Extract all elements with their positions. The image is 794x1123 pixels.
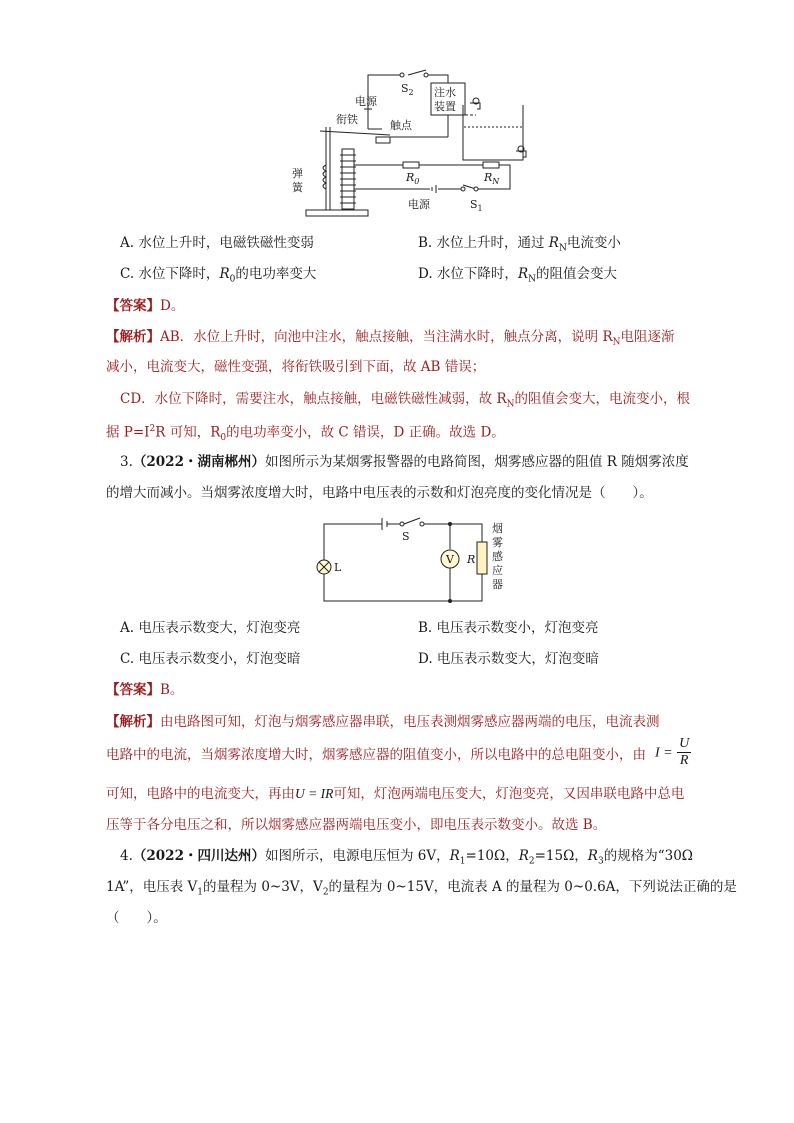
label-s1: $S_1$ (470, 198, 483, 213)
label-power-bottom: 电源 (408, 198, 430, 211)
q3-option-d: D. 电压表示数变大，灯泡变暗 (418, 651, 599, 667)
label-water-device-2: 装置 (434, 100, 456, 113)
label-sensor-1: 烟 (492, 522, 503, 535)
q3-analysis-line-4: 压等于各分电压之和，所以烟雾感应器两端电压变小，即电压表示数变小。故选 B。 (106, 817, 607, 833)
label-sensor-5: 器 (492, 578, 503, 591)
label-voltmeter-v: V (446, 553, 454, 566)
q3-option-a: A. 电压表示数变大，灯泡变亮 (120, 620, 301, 636)
smoke-alarm-circuit-diagram (310, 512, 510, 607)
label-sensor-2: 雾 (492, 536, 503, 549)
label-r0: $R_0$ (406, 171, 420, 186)
label-spring-2: 簧 (292, 181, 303, 194)
q2-analysis-line-4: 据 $P=I^2R$ 可知，$R_0$的电功率变小，故 C 错误，D 正确。故选 D。 (106, 424, 505, 444)
water-level-circuit-diagram (292, 65, 538, 225)
q2-option-b: B. 水位上升时，通过 $R_N$电流变小 (418, 235, 621, 254)
q4-stem-line-1: 4.（2022・四川达州）如图所示，电源电压恒为 6V，$R_1=10\Omega$，$R_2=15\Omega$，$R_3$的规格为“30Ω (120, 848, 693, 867)
q3-stem-line-1: 3.（2022・湖南郴州）如图所示为某烟雾报警器的电路简图，烟雾感应器的阻值 R 随烟雾浓度 (120, 454, 689, 470)
label-rn: $R_N$ (484, 171, 500, 186)
q3-stem-line-2: 的增大而减小。当烟雾浓度增大时，电路中电压表的示数和灯泡亮度的变化情况是（ ）。 (106, 485, 653, 501)
q2-option-d: D. 水位下降时，$R_N$的阻值会变大 (418, 266, 617, 285)
q3-formula-ohms-law: I = $\frac{U}{R}$ (655, 736, 690, 768)
q2-option-c: C. 水位下降时，$R_0$的电功率变大 (120, 266, 317, 285)
label-lamp-l: L (334, 561, 342, 574)
label-water-device-1: 注水 (434, 86, 456, 99)
q3-answer: 【答案】B。 (106, 682, 184, 698)
q2-option-a: A. 水位上升时，电磁铁磁性变弱 (120, 235, 314, 251)
q4-stem-line-2: 1A”，电压表 $V_1$的量程为 0~3V，$V_2$的量程为 0~15V，电流表 A 的量程为 0~0.6A，下列说法正确的是 (106, 879, 737, 898)
q2-analysis-line-3: CD．水位下降时，需要注水，触点接触，电磁铁磁性减弱，故 $R_N$的阻值会变大，电流变小，根 (120, 391, 690, 410)
q3-option-b: B. 电压表示数变小，灯泡变亮 (418, 620, 599, 636)
q4-stem-line-3: （ ）。 (106, 910, 167, 926)
label-armature: 衔铁 (336, 113, 358, 126)
q3-analysis-line-1: 【解析】由电路图可知，灯泡与烟雾感应器串联，电压表测烟雾感应器两端的电压，电流表测 (106, 714, 660, 730)
q3-analysis-line-2: 电路中的电流，当烟雾浓度增大时，烟雾感应器的阻值变小，所以电路中的总电阻变小，由 (106, 747, 646, 763)
label-sensor-4: 应 (492, 564, 503, 577)
q2-answer: 【答案】D。 (106, 298, 185, 314)
label-resistor-r: R (467, 553, 476, 566)
label-contact: 触点 (390, 119, 412, 132)
label-sensor-3: 感 (492, 550, 503, 563)
label-switch-s: S (402, 530, 410, 543)
label-spring-1: 弹 (292, 167, 303, 180)
q3-option-c: C. 电压表示数变小，灯泡变暗 (120, 651, 301, 667)
label-power-top: 电源 (355, 95, 377, 108)
q2-analysis-line-2: 减小，电流变大，磁性变强，将衔铁吸引到下面，故 AB 错误； (106, 359, 486, 375)
q2-analysis-line-1: 【解析】AB．水位上升时，向池中注水，触点接触，当注满水时，触点分离，说明 $R_N$电阻逐渐 (106, 329, 675, 348)
q3-analysis-line-3: 可知，电路中的电流变大，再由U = IR可知，灯泡两端电压变大，灯泡变亮，又因串联电路中总电 (106, 786, 685, 802)
label-s2: $S_2$ (401, 82, 414, 97)
